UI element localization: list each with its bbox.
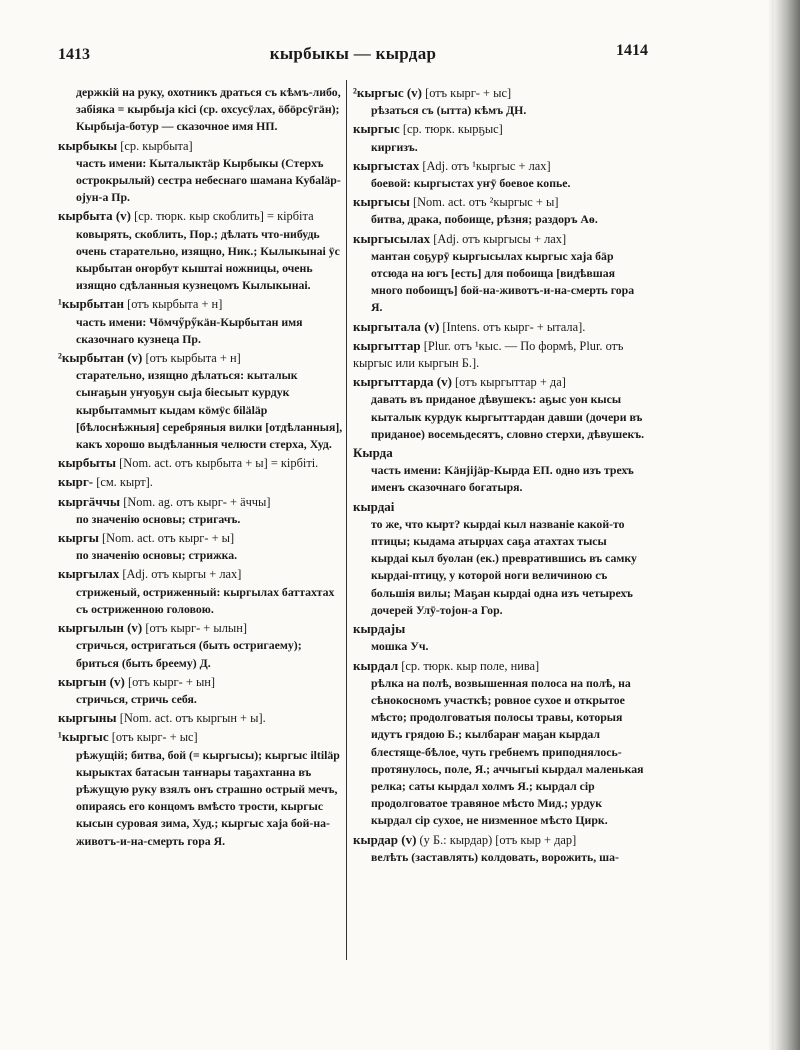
dictionary-entry: [353, 498, 645, 619]
dictionary-entry: [353, 84, 645, 119]
entry-etymology: [Nom. act. отъ ²кыргыс + ы]: [412, 195, 559, 210]
entry-definition: часть имени: Käнјijäр-Кырда ЕП. одно изъ трехъ именъ сказочнаго богатыря.: [371, 463, 634, 495]
entry-headword: кырдар (v): [353, 831, 417, 847]
entry-etymology: [ср. тюрк. кыр поле, нива]: [401, 658, 540, 673]
dictionary-entry: [58, 619, 344, 672]
dictionary-entry: [58, 728, 344, 849]
entry-definition: по значенію основы; стрижка.: [76, 548, 238, 563]
page-header: [58, 40, 648, 70]
entry-headword: кыргыны: [58, 710, 117, 726]
entry-etymology: [отъ кыргыттар + да]: [455, 375, 566, 390]
entry-etymology: [Adj. отъ кыргысы + лах]: [433, 231, 567, 246]
entry-etymology: [ср. тюрк. кыр скоблить] = кірбіта: [134, 209, 314, 224]
dictionary-entry: [353, 444, 645, 497]
dictionary-entry: [58, 84, 344, 136]
entry-headword: кырдал: [353, 657, 399, 673]
entry-definition: стриженый, остриженный: кыргылах баттахтах съ остриженною головою.: [76, 584, 335, 616]
entry-headword: кырбыты: [58, 455, 117, 471]
entry-headword: кырг-: [58, 474, 94, 490]
entry-definition: рѣжущій; битва, бой (= кыргысы); кыргыс іltіläр кырыктах батасын таҥнары таҕахтанна въ рѣжущую руку взялъ онъ страшно острый мечъ, опираясь его концомъ вмѣсто трости, кыргыс кысын суровая зима, Худ.; кыргыс хаја бой-на-животъ-и-на-смерть гора Я.: [76, 747, 340, 848]
entry-etymology: [Intens. отъ кырг- + ытала].: [442, 319, 586, 334]
dictionary-entry: [58, 709, 344, 727]
left-column: [58, 84, 344, 851]
dictionary-entry: [353, 373, 645, 443]
entry-headword: ¹кыргыс: [58, 729, 109, 745]
entry-etymology: (у Б.: кырдар) [отъ кыр + дар]: [419, 832, 577, 847]
entry-etymology: [Adj. отъ кыргы + лах]: [122, 567, 242, 582]
entry-etymology: [отъ кырг- + ын]: [127, 674, 216, 689]
entry-headword: Кырда: [353, 445, 393, 461]
entry-headword: кыргылын (v): [58, 620, 143, 636]
entry-headword: кырдаі: [353, 498, 395, 514]
page-number-right: 1414: [616, 42, 648, 59]
entry-definition: часть имени: Чӧмчӳрӳкäн-Кырбытан имя сказочнаго кузнеца Пр.: [76, 314, 303, 346]
page-number-left: 1413: [58, 46, 90, 63]
dictionary-entry: [58, 137, 344, 207]
page-edge-shadow: [774, 0, 800, 1050]
entry-etymology: [Adj. отъ ¹кыргыс + лах]: [422, 158, 551, 173]
entry-etymology: [Plur. отъ ¹кыс. — По формѣ, Plur. отъ кыргыс или кыргын Б.].: [353, 338, 624, 371]
entry-headword: кыргысы: [353, 194, 410, 210]
dictionary-entry: [58, 207, 344, 294]
entry-definition: стричься, остригаться (быть остригаему); бриться (быть бреему) Д.: [76, 638, 302, 670]
dictionary-entry: [353, 230, 645, 317]
entry-headword: кыргäччы: [58, 493, 121, 509]
right-column: [353, 84, 645, 867]
entry-definition: боевой: кыргыстах уҥӯ боевое копье.: [371, 176, 571, 191]
dictionary-entry: [58, 673, 344, 708]
dictionary-entry: [353, 620, 645, 655]
dictionary-entry: [58, 565, 344, 618]
dictionary-entry: [353, 193, 645, 228]
entry-headword: кыргы: [58, 530, 99, 546]
dictionary-entry: [58, 295, 344, 348]
dictionary-entry: [353, 318, 645, 336]
dictionary-entry: [58, 454, 344, 472]
entry-headword: кыргыттар: [353, 337, 421, 353]
entry-definition: держкій на руку, охотникъ драться съ кѣмъ-либо, забіяка = кырбыја кісі (ср. охсусӯлах, ӧбӧрсӯгäн); Кырбыја-ботур — сказочное имя НП.: [76, 85, 341, 134]
entry-definition: битва, драка, побоище, рѣзня; раздоръ Аѳ.: [371, 212, 598, 227]
entry-etymology: [ср. кырбыта]: [120, 138, 193, 153]
entry-definition: по значенію основы; стригачъ.: [76, 511, 241, 526]
entry-etymology: [см. кырт].: [96, 475, 153, 490]
entry-definition: киргизъ.: [371, 139, 418, 154]
dictionary-entry: [58, 493, 344, 528]
entry-headword: кыргытала (v): [353, 318, 440, 334]
entry-etymology: [отъ кырбыта + н]: [127, 297, 223, 312]
entry-definition: то же, что кырт? кырдаі кыл названіе какой-то птицы; кыдама атырџах саҕа атахтах тысы кырдаі кыл буолан (ек.) превратившись въ самку кырдаі-птицу, у которой ноги величиною съ большія вилы; Маҕан кырдаі одна изъ четырехъ дочерей Улӯ-тојон-а Гор.: [371, 516, 637, 617]
entry-definition: рѣлка на полѣ, возвышенная полоса на полѣ, на сѣнокосномъ участкѣ; ровное сухое и открытое мѣсто; продолговатыя полосы травы, которыя идутъ грядою Б.; кылбараҥ маҕан кырдал блестяще-бѣлое, чуть гребнемъ приподнялось-протянулось, поле, Я.; аччыгыі кырдал маленькая релка; саты кырдал холмъ Я.; кырдал сір продолговатое травяное мѣсто Мид.; урдук кырдал сір сухое, не низменное мѣсто Цирк.: [371, 675, 644, 828]
dictionary-entry: [353, 157, 645, 192]
running-head: кырбыкы — кырдар: [269, 44, 437, 63]
entry-headword: ²кырбытан (v): [58, 350, 143, 366]
entry-headword: кыргыттарда (v): [353, 374, 452, 390]
entry-etymology: [отъ кырг- + ыс]: [111, 730, 198, 745]
dictionary-entry: [353, 337, 645, 372]
dictionary-entry: [353, 657, 645, 830]
entry-definition: стричься, стричь себя.: [76, 691, 197, 706]
entry-headword: кырдаjы: [353, 621, 406, 637]
dictionary-entry: [58, 349, 344, 453]
entry-headword: ²кыргыс (v): [353, 85, 422, 100]
entry-etymology: [Nom. act. отъ кыргын + ы].: [119, 711, 266, 726]
entry-etymology: [Nom. act. отъ кырг- + ы]: [102, 531, 235, 546]
entry-etymology: [ср. тюрк. кырҕыс]: [402, 122, 503, 137]
dictionary-entry: [353, 831, 645, 866]
entry-definition: мантан соҕурӯ кыргысылах кыргыс хаја бäр отсюда на югъ [есть] для побоища [видѣвшая много побоищъ] бой-на-животъ-и-на-смерть гора Я.: [371, 248, 635, 315]
entry-etymology: [отъ кырбыта + н]: [145, 351, 241, 366]
entry-definition: рѣзаться съ (ытта) кѣмъ ДН.: [371, 103, 527, 118]
entry-definition: велѣть (заставлять) колдовать, ворожить, ша-: [371, 849, 619, 864]
dictionary-entry: [353, 120, 645, 155]
entry-headword: кыргылах: [58, 566, 120, 582]
entry-etymology: [отъ кырг- + ылын]: [145, 621, 247, 636]
entry-headword: кырбыкы: [58, 137, 118, 153]
column-divider: [346, 80, 347, 960]
entry-headword: кыргыстах: [353, 157, 420, 173]
entry-headword: кыргыс: [353, 121, 400, 137]
entry-definition: давать въ приданое дѣвушекъ: аҕыс уон кысы кыталык курдук кыргыттардан давши (дочери въ приданое) восемьдесятъ, словно стерхи, дѣвушекъ.: [371, 392, 645, 441]
entry-definition: мошка Уч.: [371, 639, 429, 654]
entry-definition: старательно, изящно дѣлаться: кыталык сыҥаҕын уҥуоҕун сыја бiесыыт курдук кырбытаммыт кыдам кӧмӱс біläläр [бѣлоснѣжныя] серебряныя вилки [отдѣланныя], какъ хорошо выдѣланныя челюсти стерха, Худ.: [76, 368, 343, 452]
dictionary-entry: [58, 529, 344, 564]
dictionary-entry: [58, 473, 344, 491]
entry-etymology: [отъ кырг- + ыс]: [425, 86, 512, 100]
entry-headword: кыргысылах: [353, 230, 431, 246]
entry-definition: ковырять, скоблить, Пор.; дѣлать что-нибудь очень старательно, изящно, Ник.; Кылыкынаі ӱс кырбытан оҥорбут кыштаі ножницы, очень изящно сдѣланныя кузнецомъ Кылыкынаі.: [76, 226, 340, 293]
entry-etymology: [Nom. ag. отъ кырг- + äччы]: [123, 494, 271, 509]
entry-headword: кыргын (v): [58, 673, 125, 689]
entry-headword: кырбыта (v): [58, 208, 131, 224]
entry-headword: ¹кырбытан: [58, 296, 124, 312]
entry-etymology: [Nom. act. отъ кырбыта + ы] = кірбіті.: [119, 456, 319, 471]
entry-definition: часть имени: Кыталыктäр Кырбыкы (Стерхъ острокрылый) сестра небеснаго шамана Кубаläр-ојун-а Пр.: [76, 155, 341, 205]
